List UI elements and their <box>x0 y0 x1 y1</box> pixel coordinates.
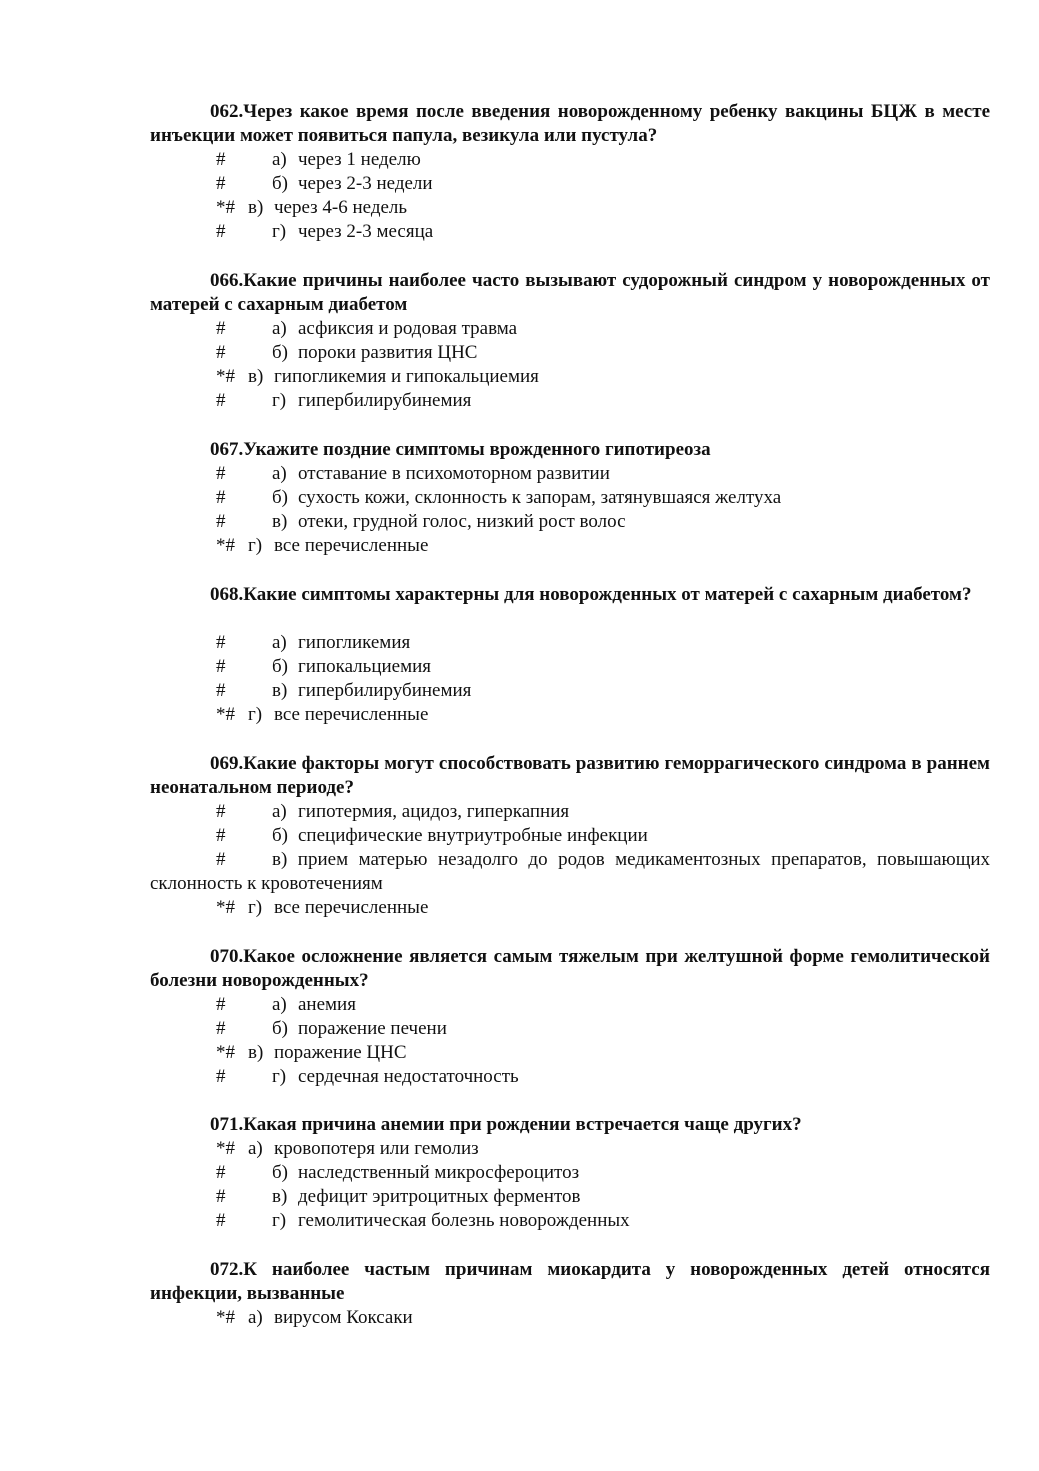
answer-text: гипогликемия <box>298 632 411 653</box>
answer-mark: # <box>216 825 226 846</box>
answer-mark: *# <box>216 197 235 218</box>
answer-letter: б) <box>272 656 288 677</box>
answer-mark: # <box>216 801 226 822</box>
answer-letter: в) <box>248 1042 264 1063</box>
answer-text: через 4-6 недель <box>274 197 408 218</box>
question-title: 067.Укажите поздние симптомы врожденного гипотиреоза <box>210 439 711 460</box>
answer-option <box>150 172 990 196</box>
answer-option <box>150 800 990 824</box>
answer-option <box>150 631 990 655</box>
question-title: 062.Через какое время после введения новорожденному ребенку вакцины БЦЖ в месте инъекции может появиться папула, везикула или пустула? <box>150 101 990 146</box>
answer-letter: г) <box>272 221 287 242</box>
answer-option <box>150 462 990 486</box>
answer-letter: а) <box>272 994 287 1015</box>
answer-letter: а) <box>272 632 287 653</box>
answer-letter: а) <box>272 463 287 484</box>
answer-option <box>150 1065 990 1089</box>
question-title: 069.Какие факторы могут способствовать развитию геморрагического синдрома в раннем неонатальном периоде? <box>150 753 990 798</box>
answer-mark: *# <box>216 535 235 556</box>
answer-text: наследственный микросфероцитоз <box>298 1162 580 1183</box>
answer-letter: б) <box>272 342 288 363</box>
answer-mark: # <box>216 318 226 339</box>
answer-letter: а) <box>272 149 287 170</box>
answer-text: сердечная недостаточность <box>298 1066 519 1087</box>
answer-letter: б) <box>272 173 288 194</box>
answer-mark: # <box>216 1210 226 1231</box>
answer-text: гипокальциемия <box>298 656 432 677</box>
answer-mark: # <box>216 487 226 508</box>
answer-mark: # <box>216 173 226 194</box>
answer-text: анемия <box>298 994 356 1015</box>
answer-letter: а) <box>248 1138 263 1159</box>
answer-mark: # <box>216 149 226 170</box>
answer-letter: б) <box>272 1162 288 1183</box>
answer-text: все перечисленные <box>274 897 429 918</box>
answer-text: дефицит эритроцитных ферментов <box>298 1186 581 1207</box>
question-title: 068.Какие симптомы характерны для новорожденных от матерей с сахарным диабетом? <box>210 584 972 605</box>
answer-mark: # <box>216 342 226 363</box>
answer-option-correct <box>150 896 990 920</box>
answer-mark: # <box>216 1018 226 1039</box>
answer-option-correct <box>150 703 990 727</box>
answer-letter: в) <box>248 366 264 387</box>
answer-mark: # <box>216 849 226 870</box>
answer-text: сухость кожи, склонность к запорам, затянувшаяся желтуха <box>298 487 782 508</box>
answer-letter: в) <box>272 1186 288 1207</box>
answer-option-correct <box>150 1306 990 1330</box>
answer-text: через 2-3 месяца <box>298 221 434 242</box>
question-title: 070.Какое осложнение является самым тяжелым при желтушной форме гемолитической болезни новорожденных? <box>150 946 990 991</box>
answer-option <box>150 1185 990 1209</box>
question-title: 071.Какая причина анемии при рождении встречается чаще других? <box>210 1114 802 1135</box>
answer-letter: г) <box>248 897 263 918</box>
answer-text: все перечисленные <box>274 704 429 725</box>
answer-option <box>150 1161 990 1185</box>
answer-text: прием матерью незадолго до родов медикаментозных препаратов, повышающих склонность к кровотечениям <box>150 849 991 894</box>
answer-letter: в) <box>272 849 288 870</box>
answer-option <box>150 824 990 848</box>
answer-letter: в) <box>272 680 288 701</box>
answer-option <box>150 510 990 534</box>
answer-option-correct <box>150 1137 990 1161</box>
answer-text: гипотермия, ацидоз, гиперкапния <box>298 801 570 822</box>
answer-option <box>150 341 990 365</box>
answer-text: гипербилирубинемия <box>298 680 472 701</box>
question-title: 072.К наиболее частым причинам миокардита у новорожденных детей относятся инфекции, вызванные <box>150 1259 990 1304</box>
answer-option-correct <box>150 534 990 558</box>
answer-option <box>150 993 990 1017</box>
answer-text: кровопотеря или гемолиз <box>274 1138 479 1159</box>
answer-letter: б) <box>272 487 288 508</box>
answer-text: поражение ЦНС <box>274 1042 407 1063</box>
answer-mark: # <box>216 511 226 532</box>
answer-text: через 2-3 недели <box>298 173 433 194</box>
answer-letter: г) <box>272 1210 287 1231</box>
answer-text: отставание в психомоторном развитии <box>298 463 610 484</box>
answer-text: поражение печени <box>298 1018 447 1039</box>
answer-option <box>150 1017 990 1041</box>
answer-mark: *# <box>216 1307 235 1328</box>
answer-option <box>150 679 990 703</box>
answer-text: гипербилирубинемия <box>298 390 472 411</box>
answer-letter: г) <box>272 1066 287 1087</box>
answer-option-correct <box>150 196 990 220</box>
answer-option <box>150 1209 990 1233</box>
answer-mark: *# <box>216 897 235 918</box>
answer-text: вирусом Коксаки <box>274 1307 413 1328</box>
answer-mark: *# <box>216 366 235 387</box>
answer-letter: г) <box>248 535 263 556</box>
answer-option <box>150 220 990 244</box>
answer-option <box>150 848 990 896</box>
answer-mark: # <box>216 1186 226 1207</box>
answer-letter: г) <box>248 704 263 725</box>
answer-option <box>150 486 990 510</box>
answer-mark: # <box>216 390 226 411</box>
answer-text: гипогликемия и гипокальциемия <box>274 366 539 387</box>
answer-mark: # <box>216 656 226 677</box>
answer-letter: в) <box>272 511 288 532</box>
answer-option-correct <box>150 1041 990 1065</box>
answer-option <box>150 317 990 341</box>
answer-letter: в) <box>248 197 264 218</box>
answer-mark: # <box>216 632 226 653</box>
answer-mark: # <box>216 994 226 1015</box>
answer-mark: # <box>216 221 226 242</box>
answer-mark: # <box>216 1162 226 1183</box>
answer-option-correct <box>150 365 990 389</box>
answer-letter: а) <box>272 801 287 822</box>
answer-letter: б) <box>272 1018 288 1039</box>
answer-mark: *# <box>216 1042 235 1063</box>
answer-text: отеки, грудной голос, низкий рост волос <box>298 511 626 532</box>
answer-mark: *# <box>216 1138 235 1159</box>
answer-option <box>150 655 990 679</box>
answer-letter: б) <box>272 825 288 846</box>
question-title: 066.Какие причины наиболее часто вызывают судорожный синдром у новорожденных от матерей с сахарным диабетом <box>150 270 990 315</box>
answer-letter: а) <box>272 318 287 339</box>
answer-text: через 1 неделю <box>298 149 421 170</box>
answer-option <box>150 148 990 172</box>
answer-option <box>150 389 990 413</box>
answer-letter: г) <box>272 390 287 411</box>
answer-text: пороки развития ЦНС <box>298 342 478 363</box>
answer-text: гемолитическая болезнь новорожденных <box>298 1210 630 1231</box>
answer-text: все перечисленные <box>274 535 429 556</box>
answer-mark: # <box>216 680 226 701</box>
answer-mark: *# <box>216 704 235 725</box>
answer-mark: # <box>216 1066 226 1087</box>
answer-text: асфиксия и родовая травма <box>298 318 518 339</box>
answer-text: специфические внутриутробные инфекции <box>298 825 648 846</box>
answer-mark: # <box>216 463 226 484</box>
answer-letter: а) <box>248 1307 263 1328</box>
